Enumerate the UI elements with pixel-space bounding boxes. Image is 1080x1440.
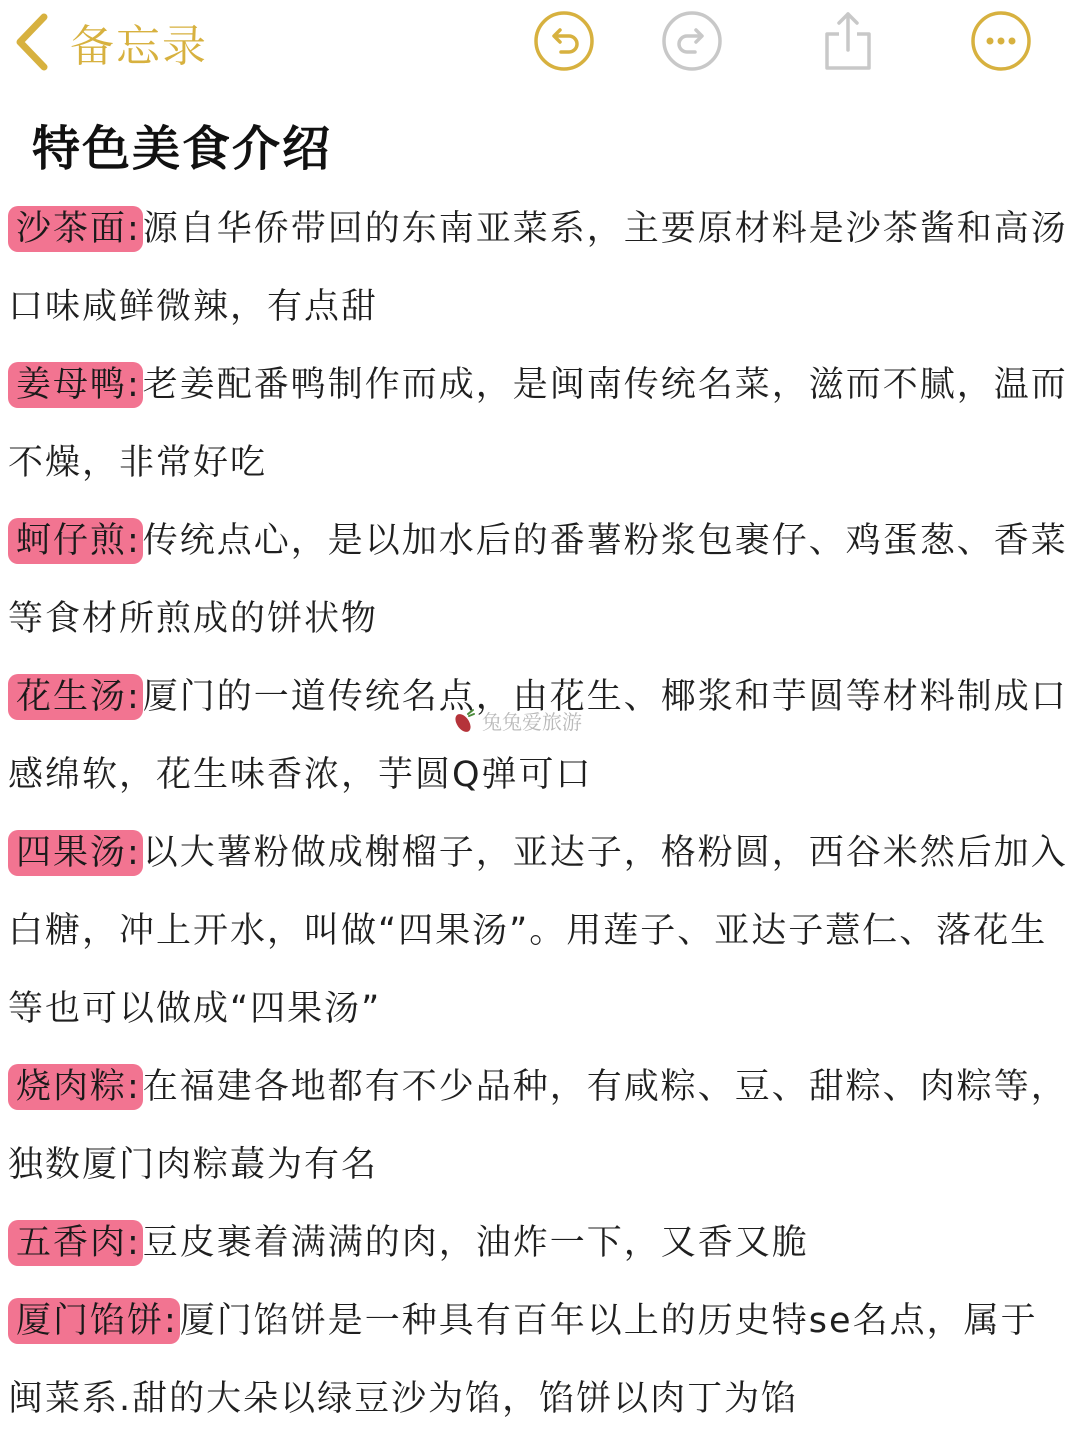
redo-button[interactable] — [661, 10, 723, 72]
undo-icon — [533, 10, 595, 72]
food-description: 在福建各地都有不少品种，有咸粽、豆、甜粽、肉粽等，独数厦门肉粽蕞为有名 — [8, 1067, 1068, 1185]
back-label: 备忘录 — [70, 21, 208, 72]
note-body[interactable] — [8, 190, 1074, 1438]
food-entry — [8, 658, 1074, 814]
navigation-bar — [0, 0, 1080, 90]
chevron-left-icon — [10, 11, 52, 73]
food-description: 以大薯粉做成榭榴子，亚达子，格粉圆，西谷米然后加入白糖，冲上开水，叫做“四果汤”。用莲子、亚达子薏仁、落花生等也可以做成“四果汤” — [8, 833, 1068, 1029]
food-name-highlight: 厦门馅饼: — [8, 1298, 180, 1344]
undo-button[interactable] — [533, 10, 595, 72]
watermark-text: 兔兔爱旅游 — [482, 710, 582, 734]
share-icon — [817, 10, 879, 72]
food-description: 厦门的一道传统名点，由花生、椰浆和芋圆等材料制成口感绵软，花生味香浓，芋圆Q弹可口 — [8, 677, 1068, 795]
more-button[interactable] — [970, 10, 1032, 72]
share-button[interactable] — [817, 10, 879, 72]
food-entry — [8, 346, 1074, 502]
food-name-highlight: 五香肉: — [8, 1220, 143, 1266]
food-name-highlight: 沙茶面: — [8, 206, 143, 252]
food-name-highlight: 姜母鸭: — [8, 362, 143, 408]
food-entry — [8, 190, 1074, 346]
food-entry — [8, 1282, 1074, 1438]
food-entry — [8, 1048, 1074, 1204]
redo-icon — [661, 10, 723, 72]
watermark — [450, 706, 582, 735]
sweet-potato-icon — [450, 708, 476, 734]
note-title: 特色美食介绍 — [32, 121, 333, 177]
food-name-highlight: 四果汤: — [8, 830, 143, 876]
more-icon — [970, 10, 1032, 72]
food-name-highlight: 蚵仔煎: — [8, 518, 143, 564]
back-button[interactable] — [10, 4, 208, 80]
food-entry — [8, 502, 1074, 658]
food-entry — [8, 814, 1074, 1048]
food-description: 老姜配番鸭制作而成，是闽南传统名菜，滋而不腻，温而不燥，非常好吃 — [8, 365, 1068, 483]
food-description: 厦门馅饼是一种具有百年以上的历史特se名点，属于闽菜系.甜的大朵以绿豆沙为馅，馅饼以肉丁为馅 — [8, 1301, 1038, 1419]
food-name-highlight: 烧肉粽: — [8, 1064, 143, 1110]
food-entry — [8, 1204, 1074, 1282]
food-description: 源自华侨带回的东南亚菜系，主要原材料是沙茶酱和高汤口味咸鲜微辣，有点甜 — [8, 209, 1068, 327]
food-name-highlight: 花生汤: — [8, 674, 143, 720]
food-description: 传统点心，是以加水后的番薯粉浆包裹仔、鸡蛋葱、香菜等食材所煎成的饼状物 — [8, 521, 1068, 639]
food-description: 豆皮裹着满满的肉，油炸一下，又香又脆 — [142, 1223, 809, 1263]
